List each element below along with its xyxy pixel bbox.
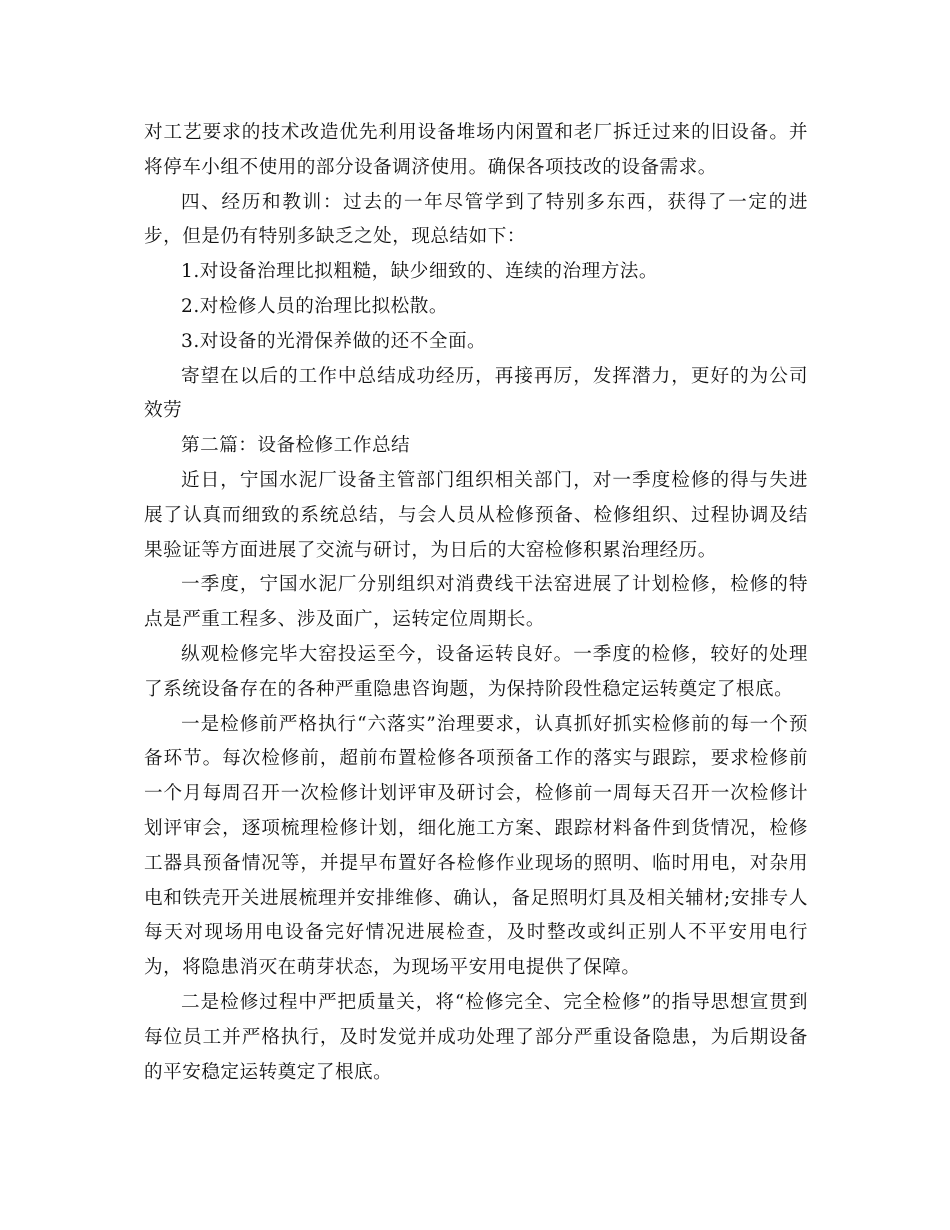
paragraph-1: 对工艺要求的技术改造优先利用设备堆场内闲置和老厂拆迁过来的旧设备。并将停车小组不使用的部分设备调济使用。确保各项技改的设备需求。 <box>144 122 808 178</box>
paragraph-2: 四、经历和教训：过去的一年尽管学到了特别多东西，获得了一定的进步，但是仍有特别多缺乏之处，现总结如下： <box>144 191 808 248</box>
paragraph-overview: 纵观检修完毕大窑投运至今，设备运转良好。一季度的检修，较好的处理了系统设备存在的各种严重隐患咨询题，为保持阶段性稳定运转奠定了根底。 <box>144 643 808 700</box>
paragraph-intro: 近日，宁国水泥厂设备主管部门组织相关部门，对一季度检修的得与失进展了认真而细致的系统总结，与会人员从检修预备、检修组织、过程协调及结果验证等方面进展了交流与研讨，为日后的大窑检修积累治理经历。 <box>144 469 808 561</box>
paragraph-q1: 一季度，宁国水泥厂分别组织对消费线干法窑进展了计划检修，检修的特点是严重工程多、涉及面广，运转定位周期长。 <box>144 574 808 631</box>
list-item-1: 1.对设备治理比拟粗糙，缺少细致的、连续的治理方法。 <box>181 261 658 283</box>
paragraph-conclusion: 寄望在以后的工作中总结成功经历，再接再厉，发挥潜力，更好的为公司效劳 <box>144 365 808 422</box>
list-item-3: 3.对设备的光滑保养做的还不全面。 <box>181 330 487 352</box>
document-body <box>144 116 808 1090</box>
paragraph-point-two: 二是检修过程中严把质量关，将“检修完全、完全检修”的指导思想宣贯到每位员工并严格执行，及时发觉并成功处理了部分严重设备隐患，为后期设备的平安稳定运转奠定了根底。 <box>144 991 808 1083</box>
paragraph-point-one: 一是检修前严格执行“六落实”治理要求，认真抓好抓实检修前的每一个预备环节。每次检修前，超前布置检修各项预备工作的落实与跟踪，要求检修前一个月每周召开一次检修计划评审及研讨会，检修前一周每天召开一次检修计划评审会，逐项梳理检修计划，细化施工方案、跟踪材料备件到货情况，检修工器具预备情况等，并提早布置好各检修作业现场的照明、临时用电，对杂用电和铁壳开关进展梳理并安排维修、确认，备足照明灯具及相关辅材;安排专人每天对现场用电设备完好情况进展检查，及时整改或纠正别人不平安用电行为，将隐患消灭在萌芽状态，为现场平安用电提供了保障。 <box>144 713 808 979</box>
section-heading: 第二篇：设备检修工作总结 <box>181 435 411 457</box>
list-item-2: 2.对检修人员的治理比拟松散。 <box>181 295 448 317</box>
